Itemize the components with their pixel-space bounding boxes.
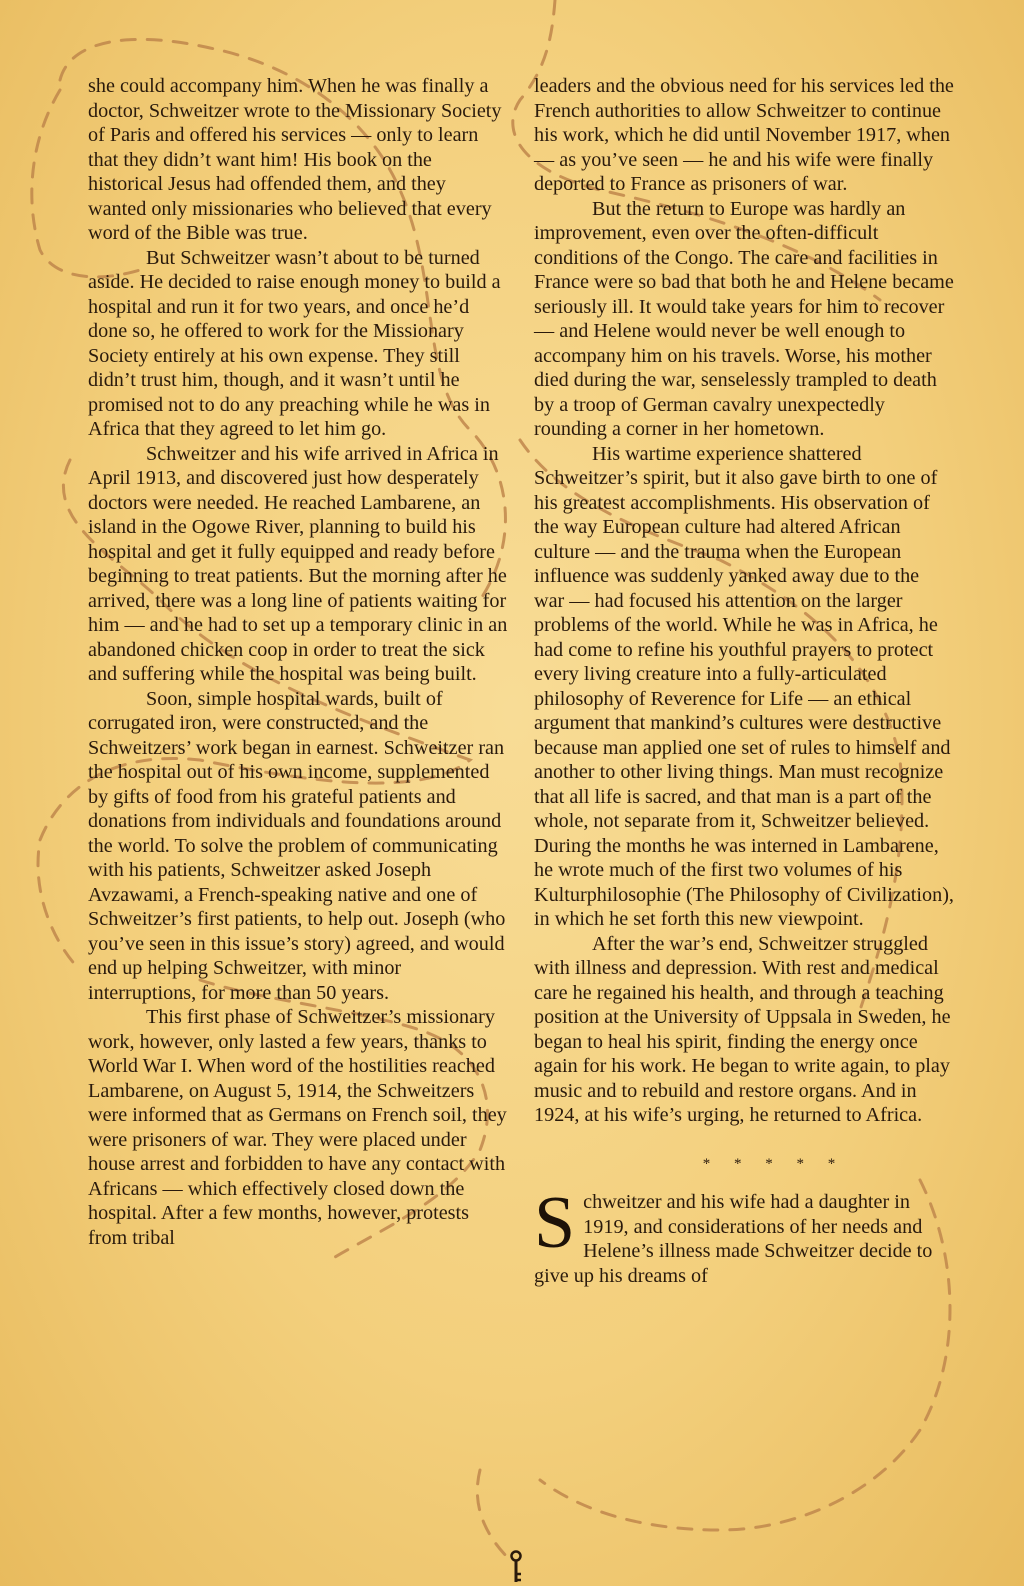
- paragraph: leaders and the obvious need for his services led the French authorities to allow Schweitzer to continue his work, which he did until November 1917, when — as you’ve seen — he and his wife were finally deported to France as prisoners of war.: [534, 75, 954, 195]
- right-column: [534, 74, 954, 1288]
- paragraph: His wartime experience shattered Schweitzer’s spirit, but it also gave birth to one of his greatest accomplishments. His observation of the way European culture had altered African culture — and the trauma when the European influence was suddenly yanked away due to the war — had focused his attention on the larger problems of the world. While he was in Africa, he had come to refine his youthful prayers to protect every living creature into a fully-articulated philosophy of Reverence for Life — an ethical argument that mankind’s cultures were destructive because man applied one set of rules to himself and another to other living things. Man must recognize that all life is sacred, and that man is a part of the whole, not separate from it, Schweitzer believed. During the months he was interned in Lambarene, he wrote much of the first two volumes of his Kulturphilosophie (The Philosophy of Civilization), in which he set forth this new viewpoint.: [534, 442, 954, 930]
- key-icon: [508, 1550, 524, 1584]
- final-paragraph: [534, 1182, 954, 1288]
- paragraph: Schweitzer and his wife arrived in Africa in April 1913, and discovered just how desperately doctors were needed. He reached Lambarene, an island in the Ogowe River, planning to build his hospital and get it fully equipped and ready before beginning to treat patients. But the morning after he arrived, there was a long line of patients waiting for him — and he had to set up a temporary clinic in an abandoned chicken coop in order to treat the sick and suffering while the hospital was being built.: [88, 442, 508, 685]
- final-paragraph-text: chweitzer and his wife had a daughter in 1919, and considerations of her needs and Helene’s illness made Schweitzer decide to give up his dreams of: [534, 1191, 933, 1287]
- section-separator: * * * * *: [702, 1155, 846, 1172]
- paragraph: After the war’s end, Schweitzer struggled with illness and depression. With rest and medical care he regained his health, and through a teaching position at the University of Uppsala in Sweden, he began to heal his spirit, finding the energy once again for his work. He began to write again, to play music and to rebuild and restore organs. And in 1924, at his wife’s urging, he returned to Africa.: [534, 932, 951, 1126]
- drop-cap: S: [534, 1182, 576, 1264]
- paragraph: Soon, simple hospital wards, built of corrugated iron, were constructed, and the Schweitzers’ work began in earnest. Schweitzer ran the hospital out of his own income, supplemented by gifts of food from his grateful patients and donations from individuals and foundations around the world. To solve the problem of communicating with his patients, Schweitzer asked Joseph Avzawami, a French-speaking native and one of Schweitzer’s first patients, to help out. Joseph (who you’ve seen in this issue’s story) agreed, and would end up helping Schweitzer, with minor interruptions, for more than 50 years.: [88, 687, 506, 1004]
- dash-bottom: [477, 1470, 510, 1560]
- paragraph: she could accompany him. When he was finally a doctor, Schweitzer wrote to the Missionary Society of Paris and offered his services — only to learn that they didn’t want him! His book on the historical Jesus had offended them, and they wanted only missionaries who believed that every word of the Bible was true.: [88, 75, 502, 244]
- paragraph: This first phase of Schweitzer’s missionary work, however, only lasted a few years, thanks to World War I. When word of the hostilities reached Lambarene, on August 5, 1914, the Schweitzers were informed that as Germans on French soil, they were prisoners of war. They were placed under house arrest and forbidden to have any contact with Africans — which effectively closed down the hospital. After a few months, however, protests from tribal: [88, 1006, 507, 1249]
- paragraph: But the return to Europe was hardly an improvement, even over the often-difficult conditions of the Congo. The care and facilities in France were so bad that both he and Helene became seriously ill. It would take years for him to recover — and Helene would never be well enough to accompany him on his travels. Worse, his mother died during the war, senselessly trampled to death by a troop of German cavalry unexpectedly rounding a corner in her hometown.: [534, 197, 954, 440]
- left-column: [88, 74, 508, 1250]
- paragraph: But Schweitzer wasn’t about to be turned aside. He decided to raise enough money to build a hospital and run it for two years, and once he’d done so, he offered to work for the Missionary Society entirely at his own expense. They still didn’t trust him, though, and it wasn’t until he promised not to do any preaching while he was in Africa that they agreed to let him go.: [88, 246, 501, 440]
